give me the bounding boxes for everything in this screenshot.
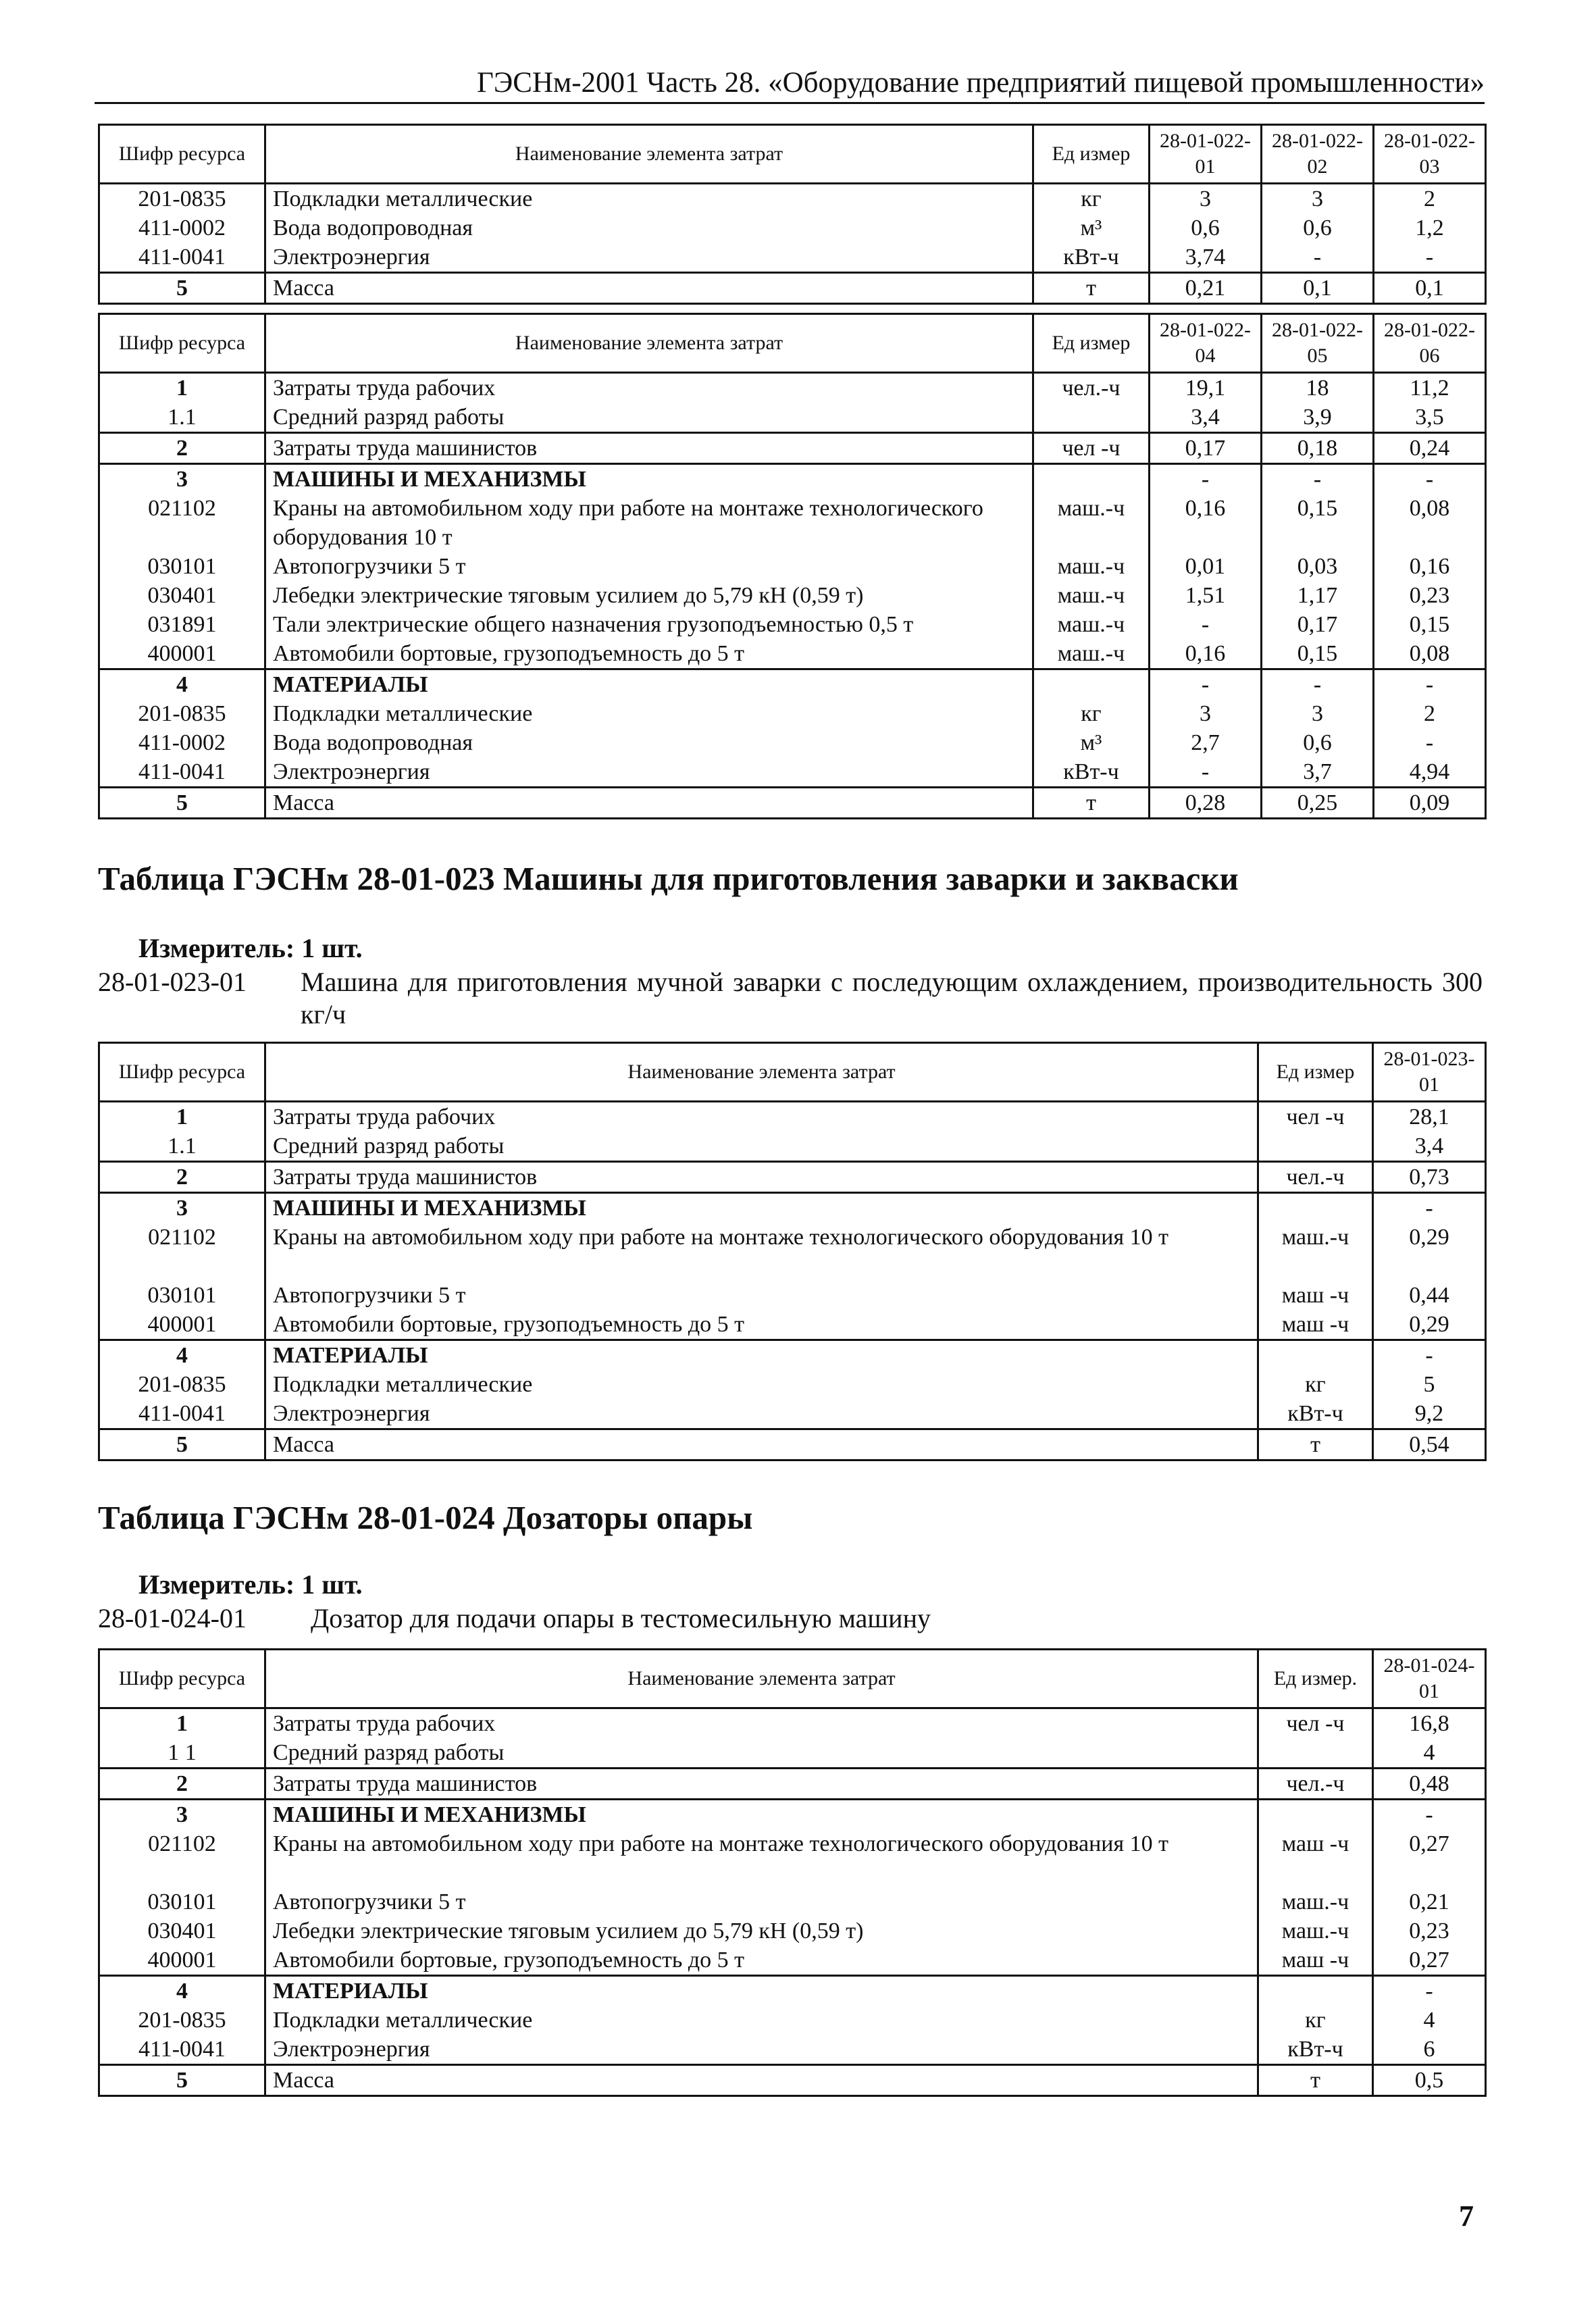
resource-code: 2 xyxy=(99,1769,265,1800)
col-header-norm: 28-01-022-03 xyxy=(1374,125,1486,184)
col-header-code: Шифр ресурса xyxy=(99,125,265,184)
resource-table-022-b xyxy=(98,313,1487,819)
table-row xyxy=(99,1102,1486,1132)
table-row xyxy=(99,1829,1486,1887)
resource-code: 400001 xyxy=(99,1946,265,1976)
resource-name: Средний разряд работы xyxy=(265,403,1033,433)
resource-name: Автомобили бортовые, грузоподъемность до 5 т xyxy=(265,1310,1258,1340)
resource-code: 411-0002 xyxy=(99,213,265,243)
value: - xyxy=(1262,243,1374,273)
value: 0,08 xyxy=(1374,494,1486,552)
table-row xyxy=(99,243,1486,273)
table-row xyxy=(99,1281,1486,1310)
value: 0,21 xyxy=(1373,1887,1486,1916)
table-row xyxy=(99,669,1486,700)
table-row xyxy=(99,788,1486,819)
resource-name: Подкладки металлические xyxy=(265,1370,1258,1399)
resource-name: Затраты труда машинистов xyxy=(265,433,1033,464)
value: 0,15 xyxy=(1262,494,1374,552)
unit: маш.-ч xyxy=(1258,1916,1373,1946)
unit: маш -ч xyxy=(1258,1310,1373,1340)
resource-code: 1 xyxy=(99,1102,265,1132)
resource-code: 400001 xyxy=(99,1310,265,1340)
table-row xyxy=(99,1310,1486,1340)
value: 3 xyxy=(1262,184,1374,214)
resource-code: 2 xyxy=(99,433,265,464)
table-header-row xyxy=(99,1043,1486,1102)
value: 0,54 xyxy=(1373,1429,1486,1460)
section-title: Таблица ГЭСНм 28-01-024 Дозаторы опары xyxy=(98,1499,753,1536)
value: - xyxy=(1150,669,1262,700)
resource-code: 411-0041 xyxy=(99,2035,265,2065)
value: - xyxy=(1373,1193,1486,1223)
value: 1,2 xyxy=(1374,213,1486,243)
col-header-norm: 28-01-023-01 xyxy=(1373,1043,1486,1102)
unit: чел.-ч xyxy=(1258,1162,1373,1193)
col-header-unit: Ед измер xyxy=(1033,125,1150,184)
resource-code: 201-0835 xyxy=(99,184,265,214)
value: 0,16 xyxy=(1374,552,1486,581)
value: 0,1 xyxy=(1374,273,1486,304)
value: - xyxy=(1373,1800,1486,1830)
unit xyxy=(1258,1193,1373,1223)
value: 1,17 xyxy=(1262,581,1374,610)
resource-code: 030101 xyxy=(99,1281,265,1310)
measure-value: 1 шт. xyxy=(301,933,363,963)
resource-code: 030401 xyxy=(99,1916,265,1946)
section-heading: МАШИНЫ И МЕХАНИЗМЫ xyxy=(265,1800,1258,1830)
value: 28,1 xyxy=(1373,1102,1486,1132)
value: - xyxy=(1374,464,1486,494)
resource-code: 5 xyxy=(99,2065,265,2096)
resource-code: 030101 xyxy=(99,552,265,581)
resource-name: Тали электрические общего назначения грузоподъемностью 0,5 т xyxy=(265,610,1033,639)
unit: т xyxy=(1258,1429,1373,1460)
resource-code: 030101 xyxy=(99,1887,265,1916)
unit: маш.-ч xyxy=(1033,610,1150,639)
resource-table-023 xyxy=(98,1042,1487,1461)
resource-code: 3 xyxy=(99,1193,265,1223)
unit: кг xyxy=(1258,1370,1373,1399)
value: 0,09 xyxy=(1374,788,1486,819)
table-row xyxy=(99,494,1486,552)
unit: т xyxy=(1033,788,1150,819)
value: 0,27 xyxy=(1373,1946,1486,1976)
measure-line xyxy=(138,1569,363,1600)
unit xyxy=(1258,1738,1373,1769)
table-header-row xyxy=(99,1650,1486,1708)
measure-label: Измеритель: xyxy=(138,933,295,963)
value: 0,16 xyxy=(1150,639,1262,669)
resource-code: 2 xyxy=(99,1162,265,1193)
resource-name: Затраты труда рабочих xyxy=(265,1102,1258,1132)
unit: кВт-ч xyxy=(1033,757,1150,788)
table-row xyxy=(99,1916,1486,1946)
unit: маш -ч xyxy=(1258,1281,1373,1310)
resource-code: 1.1 xyxy=(99,403,265,433)
value: 16,8 xyxy=(1373,1708,1486,1739)
value: 0,6 xyxy=(1262,728,1374,757)
value: 0,17 xyxy=(1150,433,1262,464)
resource-table-024 xyxy=(98,1648,1487,2097)
unit xyxy=(1258,1340,1373,1371)
unit: чел -ч xyxy=(1258,1102,1373,1132)
unit: маш.-ч xyxy=(1033,639,1150,669)
value: 0,15 xyxy=(1262,639,1374,669)
resource-name: Вода водопроводная xyxy=(265,213,1033,243)
resource-name: Подкладки металлические xyxy=(265,184,1033,214)
section-heading: МАШИНЫ И МЕХАНИЗМЫ xyxy=(265,1193,1258,1223)
unit xyxy=(1033,403,1150,433)
table-row xyxy=(99,403,1486,433)
value: 0,28 xyxy=(1150,788,1262,819)
value: 0,1 xyxy=(1262,273,1374,304)
section-heading: МАТЕРИАЛЫ xyxy=(265,669,1033,700)
value: 0,18 xyxy=(1262,433,1374,464)
resource-name: Подкладки металлические xyxy=(265,699,1033,728)
value: 4,94 xyxy=(1374,757,1486,788)
value: 0,16 xyxy=(1150,494,1262,552)
measure-value: 1 шт. xyxy=(301,1569,363,1600)
col-header-norm: 28-01-022-05 xyxy=(1262,314,1374,373)
value: 3 xyxy=(1150,699,1262,728)
resource-code: 201-0835 xyxy=(99,2006,265,2035)
table-row xyxy=(99,184,1486,214)
resource-name: Автопогрузчики 5 т xyxy=(265,1887,1258,1916)
value: - xyxy=(1150,757,1262,788)
value: 0,23 xyxy=(1374,581,1486,610)
resource-name: Краны на автомобильном ходу при работе на монтаже технологического оборудования 10 т xyxy=(265,1223,1258,1281)
table-row xyxy=(99,2035,1486,2065)
norm-description: Дозатор для подачи опары в тестомесильную машину xyxy=(311,1603,931,1633)
resource-name: Электроэнергия xyxy=(265,757,1033,788)
resource-code: 411-0041 xyxy=(99,1399,265,1429)
value: 0,21 xyxy=(1150,273,1262,304)
resource-code: 4 xyxy=(99,1976,265,2006)
table-row xyxy=(99,1887,1486,1916)
unit: м³ xyxy=(1033,728,1150,757)
value: 0,03 xyxy=(1262,552,1374,581)
col-header-norm: 28-01-022-01 xyxy=(1150,125,1262,184)
norm-code: 28-01-023-01 xyxy=(98,967,247,997)
value: 0,44 xyxy=(1373,1281,1486,1310)
unit xyxy=(1258,1132,1373,1162)
value: 0,25 xyxy=(1262,788,1374,819)
col-header-name: Наименование элемента затрат xyxy=(265,125,1033,184)
resource-name: Вода водопроводная xyxy=(265,728,1033,757)
value: 19,1 xyxy=(1150,373,1262,403)
unit: кВт-ч xyxy=(1033,243,1150,273)
value: 0,29 xyxy=(1373,1223,1486,1281)
page-number: 7 xyxy=(1459,2200,1474,2233)
value: - xyxy=(1262,669,1374,700)
value: 3,7 xyxy=(1262,757,1374,788)
unit: кВт-ч xyxy=(1258,2035,1373,2065)
col-header-norm: 28-01-022-02 xyxy=(1262,125,1374,184)
measure-line xyxy=(138,932,363,964)
table-row xyxy=(99,1946,1486,1976)
resource-code: 5 xyxy=(99,1429,265,1460)
table-row xyxy=(99,757,1486,788)
table-row xyxy=(99,273,1486,304)
resource-name: Электроэнергия xyxy=(265,1399,1258,1429)
unit: т xyxy=(1033,273,1150,304)
value: - xyxy=(1373,1976,1486,2006)
resource-name: Средний разряд работы xyxy=(265,1132,1258,1162)
unit: маш.-ч xyxy=(1033,581,1150,610)
resource-code: 1 xyxy=(99,373,265,403)
value: - xyxy=(1374,728,1486,757)
unit: т xyxy=(1258,2065,1373,2096)
section-heading: МАТЕРИАЛЫ xyxy=(265,1340,1258,1371)
table-row xyxy=(99,728,1486,757)
value: 3,4 xyxy=(1373,1132,1486,1162)
resource-code: 4 xyxy=(99,669,265,700)
resource-code: 4 xyxy=(99,1340,265,1371)
col-header-unit: Ед измер. xyxy=(1258,1650,1373,1708)
value: - xyxy=(1150,610,1262,639)
resource-name: Подкладки металлические xyxy=(265,2006,1258,2035)
value: 0,73 xyxy=(1373,1162,1486,1193)
value: 0,24 xyxy=(1374,433,1486,464)
table-row xyxy=(99,1193,1486,1223)
resource-code: 3 xyxy=(99,1800,265,1830)
resource-code: 1 xyxy=(99,1708,265,1739)
resource-code: 411-0002 xyxy=(99,728,265,757)
resource-name: Электроэнергия xyxy=(265,243,1033,273)
norm-code: 28-01-024-01 xyxy=(98,1603,247,1633)
unit xyxy=(1258,1976,1373,2006)
col-header-unit: Ед измер xyxy=(1033,314,1150,373)
resource-name: Автомобили бортовые, грузоподъемность до 5 т xyxy=(265,639,1033,669)
value: 2,7 xyxy=(1150,728,1262,757)
resource-code: 1 1 xyxy=(99,1738,265,1769)
resource-code: 5 xyxy=(99,788,265,819)
resource-code: 400001 xyxy=(99,639,265,669)
value: 3,5 xyxy=(1374,403,1486,433)
resource-name: Затраты труда машинистов xyxy=(265,1769,1258,1800)
table-row xyxy=(99,610,1486,639)
resource-name: Краны на автомобильном ходу при работе на монтаже технологического оборудования 10 т xyxy=(265,1829,1258,1887)
resource-name: Лебедки электрические тяговым усилием до 5,79 кН (0,59 т) xyxy=(265,581,1033,610)
resource-name: Автомобили бортовые, грузоподъемность до 5 т xyxy=(265,1946,1258,1976)
resource-name: Электроэнергия xyxy=(265,2035,1258,2065)
value: 3,74 xyxy=(1150,243,1262,273)
value: 4 xyxy=(1373,1738,1486,1769)
unit xyxy=(1033,464,1150,494)
col-header-name: Наименование элемента затрат xyxy=(265,1650,1258,1708)
col-header-unit: Ед измер xyxy=(1258,1043,1373,1102)
table-row xyxy=(99,373,1486,403)
resource-name: Затраты труда машинистов xyxy=(265,1162,1258,1193)
table-row xyxy=(99,1340,1486,1371)
value: 11,2 xyxy=(1374,373,1486,403)
section-title: Таблица ГЭСНм 28-01-023 Машины для приготовления заварки и закваски xyxy=(98,860,1239,897)
value: 0,15 xyxy=(1374,610,1486,639)
resource-code: 201-0835 xyxy=(99,699,265,728)
value: - xyxy=(1262,464,1374,494)
unit: кг xyxy=(1033,184,1150,214)
resource-name: Краны на автомобильном ходу при работе на монтаже технологического оборудования 10 т xyxy=(265,494,1033,552)
unit: чел -ч xyxy=(1033,433,1150,464)
value: 3,9 xyxy=(1262,403,1374,433)
resource-code: 3 xyxy=(99,464,265,494)
norm-description: Машина для приготовления мучной заварки с последующим охлаждением, производительность 300 кг/ч xyxy=(301,967,1483,1030)
resource-code: 030401 xyxy=(99,581,265,610)
col-header-name: Наименование элемента затрат xyxy=(265,1043,1258,1102)
col-header-code: Шифр ресурса xyxy=(99,1043,265,1102)
value: - xyxy=(1374,243,1486,273)
unit: м³ xyxy=(1033,213,1150,243)
table-row xyxy=(99,1976,1486,2006)
value: 9,2 xyxy=(1373,1399,1486,1429)
value: 0,5 xyxy=(1373,2065,1486,2096)
value: 4 xyxy=(1373,2006,1486,2035)
measure-label: Измеритель: xyxy=(138,1569,295,1600)
unit: маш -ч xyxy=(1258,1829,1373,1887)
unit: маш.-ч xyxy=(1033,552,1150,581)
table-row xyxy=(99,1132,1486,1162)
unit: маш -ч xyxy=(1258,1946,1373,1976)
col-header-code: Шифр ресурса xyxy=(99,1650,265,1708)
value: 0,17 xyxy=(1262,610,1374,639)
unit: маш.-ч xyxy=(1258,1223,1373,1281)
resource-table-022-a xyxy=(98,124,1487,305)
page-header: ГЭСНм-2001 Часть 28. «Оборудование предприятий пищевой промышленности» xyxy=(95,64,1485,104)
col-header-norm: 28-01-022-04 xyxy=(1150,314,1262,373)
unit: чел.-ч xyxy=(1258,1769,1373,1800)
col-header-norm: 28-01-022-06 xyxy=(1374,314,1486,373)
unit: чел.-ч xyxy=(1033,373,1150,403)
table-row xyxy=(99,699,1486,728)
value: 3 xyxy=(1150,184,1262,214)
value: 3 xyxy=(1262,699,1374,728)
value: 2 xyxy=(1374,699,1486,728)
value: 2 xyxy=(1374,184,1486,214)
value: 1,51 xyxy=(1150,581,1262,610)
table-row xyxy=(99,1769,1486,1800)
value: - xyxy=(1150,464,1262,494)
unit xyxy=(1258,1800,1373,1830)
resource-code: 5 xyxy=(99,273,265,304)
table-row xyxy=(99,1162,1486,1193)
value: 0,27 xyxy=(1373,1829,1486,1887)
value: 0,6 xyxy=(1262,213,1374,243)
resource-code: 021102 xyxy=(99,1223,265,1281)
resource-code: 411-0041 xyxy=(99,243,265,273)
table-row xyxy=(99,433,1486,464)
resource-code: 021102 xyxy=(99,1829,265,1887)
unit: кВт-ч xyxy=(1258,1399,1373,1429)
value: 0,01 xyxy=(1150,552,1262,581)
table-row xyxy=(99,581,1486,610)
col-header-code: Шифр ресурса xyxy=(99,314,265,373)
table-row xyxy=(99,213,1486,243)
table-row xyxy=(99,639,1486,669)
resource-name: Масса xyxy=(265,273,1033,304)
table-row xyxy=(99,1738,1486,1769)
resource-name: Автопогрузчики 5 т xyxy=(265,1281,1258,1310)
resource-name: Автопогрузчики 5 т xyxy=(265,552,1033,581)
value: 0,23 xyxy=(1373,1916,1486,1946)
value: - xyxy=(1374,669,1486,700)
value: 5 xyxy=(1373,1370,1486,1399)
col-header-name: Наименование элемента затрат xyxy=(265,314,1033,373)
table-row xyxy=(99,2065,1486,2096)
unit: чел -ч xyxy=(1258,1708,1373,1739)
resource-name: Масса xyxy=(265,1429,1258,1460)
table-header-row xyxy=(99,314,1486,373)
table-row xyxy=(99,1800,1486,1830)
value: 3,4 xyxy=(1150,403,1262,433)
resource-name: Средний разряд работы xyxy=(265,1738,1258,1769)
value: 6 xyxy=(1373,2035,1486,2065)
unit: кг xyxy=(1258,2006,1373,2035)
resource-name: Затраты труда рабочих xyxy=(265,373,1033,403)
col-header-norm: 28-01-024-01 xyxy=(1373,1650,1486,1708)
resource-code: 201-0835 xyxy=(99,1370,265,1399)
resource-code: 021102 xyxy=(99,494,265,552)
table-row xyxy=(99,1429,1486,1460)
unit: кг xyxy=(1033,699,1150,728)
value: 0,48 xyxy=(1373,1769,1486,1800)
unit xyxy=(1033,669,1150,700)
resource-code: 031891 xyxy=(99,610,265,639)
value: 0,6 xyxy=(1150,213,1262,243)
table-header-row xyxy=(99,125,1486,184)
section-heading: МАТЕРИАЛЫ xyxy=(265,1976,1258,2006)
unit: маш.-ч xyxy=(1258,1887,1373,1916)
resource-name: Масса xyxy=(265,2065,1258,2096)
resource-name: Лебедки электрические тяговым усилием до 5,79 кН (0,59 т) xyxy=(265,1916,1258,1946)
table-row xyxy=(99,1223,1486,1281)
resource-code: 1.1 xyxy=(99,1132,265,1162)
value: 18 xyxy=(1262,373,1374,403)
value: - xyxy=(1373,1340,1486,1371)
table-row xyxy=(99,552,1486,581)
table-row xyxy=(99,1708,1486,1739)
resource-name: Масса xyxy=(265,788,1033,819)
table-row xyxy=(99,464,1486,494)
table-row xyxy=(99,2006,1486,2035)
table-row xyxy=(99,1370,1486,1399)
section-heading: МАШИНЫ И МЕХАНИЗМЫ xyxy=(265,464,1033,494)
resource-name: Затраты труда рабочих xyxy=(265,1708,1258,1739)
table-row xyxy=(99,1399,1486,1429)
value: 0,29 xyxy=(1373,1310,1486,1340)
value: 0,08 xyxy=(1374,639,1486,669)
resource-code: 411-0041 xyxy=(99,757,265,788)
unit: маш.-ч xyxy=(1033,494,1150,552)
